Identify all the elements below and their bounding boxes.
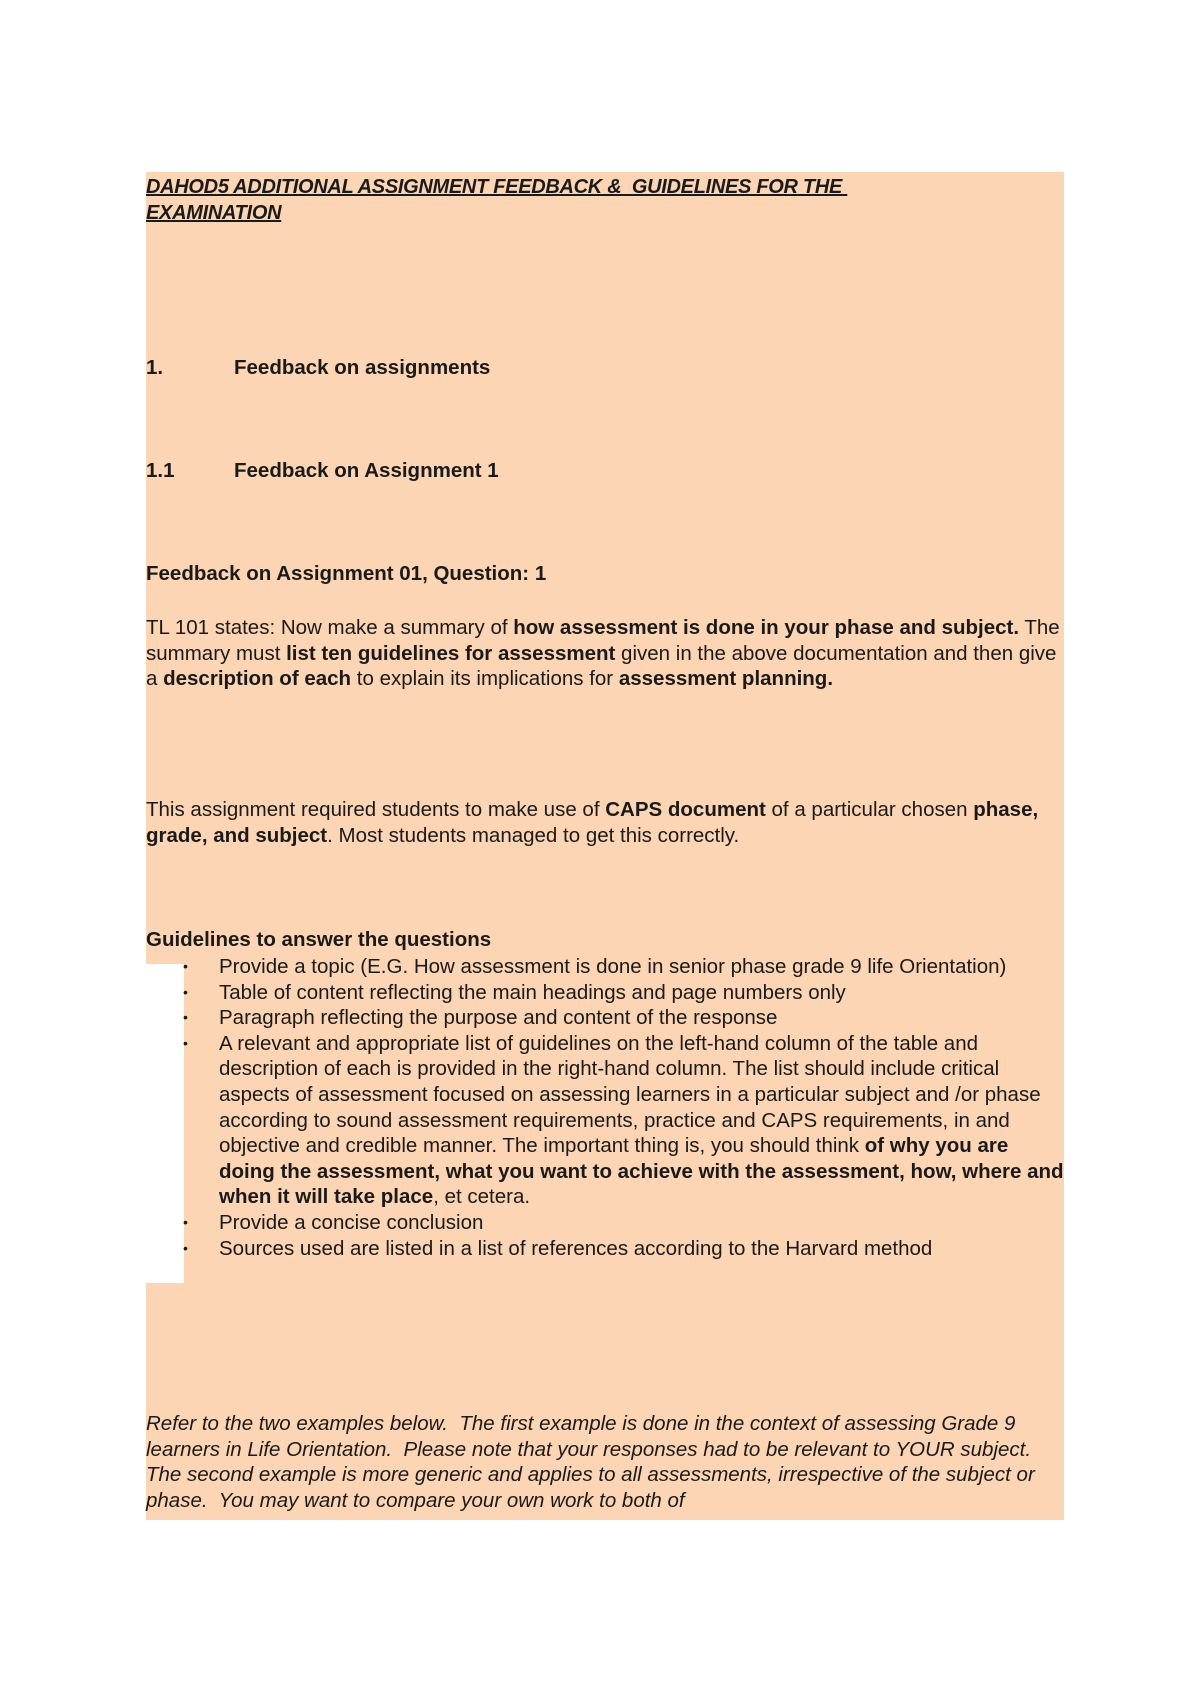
bullet-icon: • — [183, 1239, 188, 1256]
text-run: , — [899, 1159, 911, 1183]
list-item — [146, 1236, 1064, 1262]
bold-run: list ten guidelines for assessment — [286, 641, 616, 665]
list-item — [146, 954, 1064, 980]
section-heading-1-1 — [146, 458, 1064, 484]
text-run: . Most students managed to get this correctly. — [327, 823, 740, 847]
text-run: TL 101 states: Now make a summary of — [146, 616, 514, 639]
examples-paragraph: Refer to the two examples below. The first example is done in the context of assessing Grade 9 learners in Life Orientation. Please note that your responses had to be relevant to YOUR subject. The second example is more generic and applies to all assessments, irrespective of the subject or phase. You may want to compare your own work to both of — [146, 1412, 1043, 1512]
question-heading: Feedback on Assignment 01, Question: 1 — [146, 562, 547, 585]
text-run: , et cetera. — [433, 1185, 531, 1209]
list-item — [146, 980, 1064, 1006]
bold-run: CAPS document — [605, 798, 766, 821]
text-run: given in the above documentation and then give a — [146, 641, 1063, 691]
section-label: Feedback on Assignment 1 — [234, 459, 499, 482]
guidelines-list — [146, 954, 1064, 1261]
text-run: The summary must — [146, 616, 1066, 665]
bullet-icon: • — [183, 983, 188, 1000]
tl101-paragraph — [146, 615, 1064, 692]
bold-run: assessment planning. — [618, 667, 834, 691]
list-item-text: Sources used are listed in a list of references according to the Harvard method — [219, 1236, 933, 1260]
bold-run: of why you are doing the assessment — [219, 1134, 1009, 1183]
text-run: A relevant and appropriate list of guidelines on the left-hand column of the table and description of each is provided in the right-hand column. The list should include critical aspects of assessment focused on assessing learners in a particular subject and /or phase according to sound assessment requirements, practice and CAPS requirements, in and objective and credible manner. The important thing is, you should think — [219, 1031, 1041, 1158]
bullet-icon: • — [183, 1034, 188, 1051]
bold-run: how, where and when it will take place — [219, 1159, 1064, 1209]
guidelines-heading: Guidelines to answer the questions — [146, 928, 492, 951]
list-item-text: Provide a concise conclusion — [219, 1210, 484, 1234]
section-heading-1 — [146, 355, 1064, 381]
text-run: to explain its implications for — [351, 667, 619, 691]
text-run: of a particular chosen — [765, 798, 974, 821]
bold-run: what you want to achieve with the assessment — [445, 1159, 900, 1183]
text-run: This assignment required students to make use of — [146, 798, 606, 821]
list-item-text: Table of content reflecting the main headings and page numbers only — [219, 980, 846, 1004]
text-run: , — [434, 1159, 446, 1183]
list-item — [146, 1005, 1064, 1031]
section-label: Feedback on assignments — [234, 356, 491, 379]
list-item — [146, 1031, 1064, 1210]
bullet-icon: • — [183, 1009, 188, 1026]
list-item — [146, 1210, 1064, 1236]
section-number: 1. — [146, 356, 164, 379]
section-number: 1.1 — [146, 459, 175, 482]
bold-run: phase, grade, and subject — [146, 798, 1044, 847]
caps-paragraph — [146, 797, 1064, 848]
bullet-icon: • — [183, 1213, 188, 1230]
list-item-text: Provide a topic (E.G. How assessment is done in senior phase grade 9 life Orientation) — [219, 955, 1007, 978]
bullet-icon: • — [183, 958, 188, 974]
list-item-text: Paragraph reflecting the purpose and content of the response — [219, 1006, 778, 1030]
bold-run: description of each — [163, 667, 352, 691]
bold-run: how assessment is done in your phase and subject. — [513, 616, 1020, 639]
document-title: DAHOD5 ADDITIONAL ASSIGNMENT FEEDBACK & GUIDELINES FOR THE EXAMINATION — [146, 176, 848, 224]
